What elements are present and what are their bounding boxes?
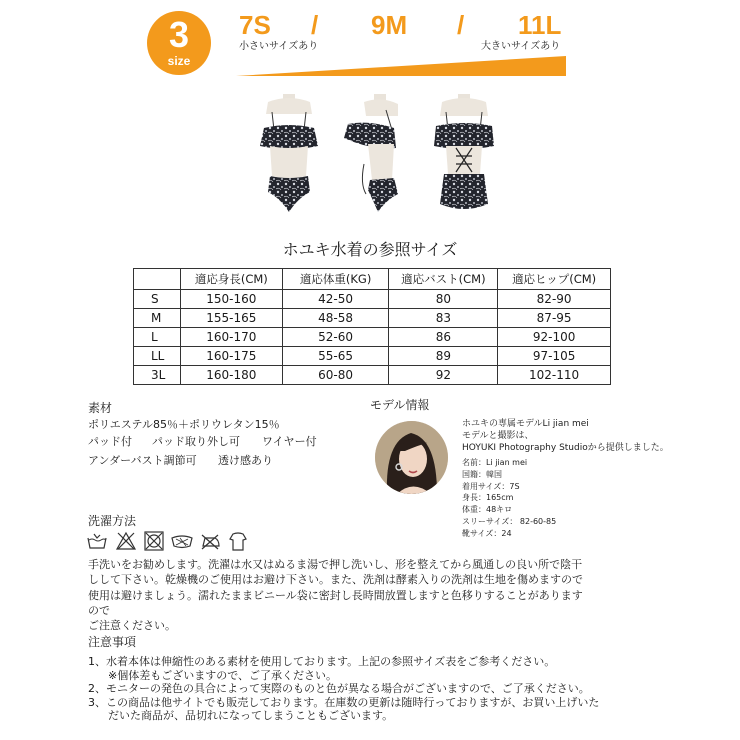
table-cell: 160-175 [180, 347, 282, 366]
table-row-size: S [134, 290, 181, 309]
size-separator: / [457, 10, 465, 40]
no-tumble-dry-icon [143, 530, 165, 552]
note-line: 3、この商品は他サイトでも販売しております。在庫数の更新は随時行っておりますが、お買い上げいた [88, 695, 600, 709]
model-stat: 体重：48キロ [462, 505, 513, 515]
table-row-size: L [134, 328, 181, 347]
size-label-small: 7S [239, 10, 271, 40]
size-label-medium: 9M [371, 10, 408, 40]
material-feature: パッド取り外し可 [152, 435, 240, 448]
note-line: だいた商品が、品切れになってしまうこともございます。 [108, 709, 394, 723]
washing-line: ご注意ください。 [88, 619, 176, 633]
note-line: 1、水着本体は伸縮性のある素材を使用しております。上記の参照サイズ表をご参考ください。 [88, 655, 556, 668]
material-composition: ポリエステル85％＋ポリウレタン15％ [88, 418, 280, 431]
table-header-cell: 適応体重(KG) [282, 269, 389, 290]
note-line: ※個体差もございますので、ご了承ください。 [108, 668, 337, 682]
material-feature: アンダーバスト調節可 [88, 454, 197, 467]
hand-wash-icon [86, 530, 108, 552]
table-cell: 92-100 [498, 328, 611, 347]
table-header-cell [134, 269, 181, 290]
table-cell: 102-110 [498, 366, 611, 385]
size-count-word: size [167, 54, 191, 68]
model-intro [462, 418, 669, 454]
size-chart-title: ホユキ水着の参照サイズ [282, 240, 458, 259]
table-header-row [134, 269, 611, 290]
material-feature: パッド付 [88, 435, 132, 448]
table-row [134, 309, 611, 328]
model-intro-line: モデルと撮影は、 [462, 431, 534, 441]
table-row-size: M [134, 309, 181, 328]
model-portrait-avatar [375, 421, 448, 494]
table-cell: 82-90 [498, 290, 611, 309]
table-cell: 92 [389, 366, 498, 385]
table-header-cell: 適応身長(CM) [180, 269, 282, 290]
material-features-row [88, 434, 317, 449]
material-feature: 透け感あり [218, 454, 273, 467]
size-chart-table [133, 268, 611, 385]
table-cell: 42-50 [282, 290, 389, 309]
material-features-row [88, 453, 273, 468]
table-header-cell: 適応バスト(CM) [389, 269, 498, 290]
table-cell: 89 [389, 347, 498, 366]
washing-line: 手洗いをお勧めします。洗濯は水又はぬるま湯で押し洗いし、形を整えてから風通しの良い所で陰干 [88, 558, 583, 571]
washing-line: しして下さい。乾燥機のご使用はお避け下さい。また、洗剤は酵素入りの洗剤は生地を傷めますので [88, 573, 583, 587]
size-count-badge [147, 11, 211, 75]
size-separator: / [311, 10, 319, 40]
washing-heading: 洗濯方法 [88, 514, 137, 528]
model-stat: 国籍：韓国 [462, 469, 502, 479]
model-intro-line: HOYUKI Photography Studioから提供しました。 [462, 443, 669, 453]
hang-dry-icon [227, 530, 249, 552]
table-cell: 160-180 [180, 366, 282, 385]
notes-heading: 注意事項 [88, 635, 137, 649]
material-heading: 素材 [88, 401, 113, 415]
no-iron-icon [199, 530, 221, 552]
size-label-large: 11L [518, 10, 562, 40]
size-count-number: 3 [168, 14, 190, 55]
table-cell: 87-95 [498, 309, 611, 328]
model-stat: スリーサイズ： 82-60-85 [462, 516, 557, 526]
table-cell: 48-58 [282, 309, 389, 328]
notes-list [88, 655, 608, 723]
table-cell: 83 [389, 309, 498, 328]
washing-line: 使用は避けましょう。濡れたままビニール袋に密封し長時間放置しますと色移りすることがありますので [88, 588, 583, 617]
net-wash-icon [171, 530, 193, 552]
model-stat: 身長：165cm [462, 493, 514, 503]
table-row [134, 290, 611, 309]
table-cell: 150-160 [180, 290, 282, 309]
model-intro-line: ホユキの専属モデルLi jian mei [462, 419, 589, 429]
table-cell: 55-65 [282, 347, 389, 366]
table-cell: 86 [389, 328, 498, 347]
table-row-size: LL [134, 347, 181, 366]
table-row [134, 366, 611, 385]
table-cell: 80 [389, 290, 498, 309]
table-header-cell: 適応ヒップ(CM) [498, 269, 611, 290]
table-cell: 52-60 [282, 328, 389, 347]
model-info-heading: モデル情報 [370, 398, 430, 412]
table-cell: 155-165 [180, 309, 282, 328]
care-icons-row [86, 530, 256, 552]
model-stat: 靴サイズ：24 [462, 528, 512, 538]
table-cell: 160-170 [180, 328, 282, 347]
table-cell: 97-105 [498, 347, 611, 366]
table-cell: 60-80 [282, 366, 389, 385]
model-stats [462, 457, 556, 540]
table-row-size: 3L [134, 366, 181, 385]
table-row [134, 347, 611, 366]
size-range-wedge [236, 56, 566, 76]
model-stat: 着用サイズ：7S [462, 481, 520, 491]
swimsuit-back-photo [412, 94, 532, 234]
washing-instructions [88, 557, 588, 633]
large-size-note: 大きいサイズあり [481, 41, 561, 52]
no-bleach-icon [115, 530, 137, 552]
table-row [134, 328, 611, 347]
material-feature: ワイヤー付 [262, 435, 317, 448]
small-size-note: 小さいサイズあり [239, 41, 319, 52]
model-stat: 名前：Li jian mei [462, 458, 528, 467]
note-line: 2、モニターの発色の具合によって実際のものと色が異なる場合がございますので、ご了承ください。 [88, 682, 590, 696]
